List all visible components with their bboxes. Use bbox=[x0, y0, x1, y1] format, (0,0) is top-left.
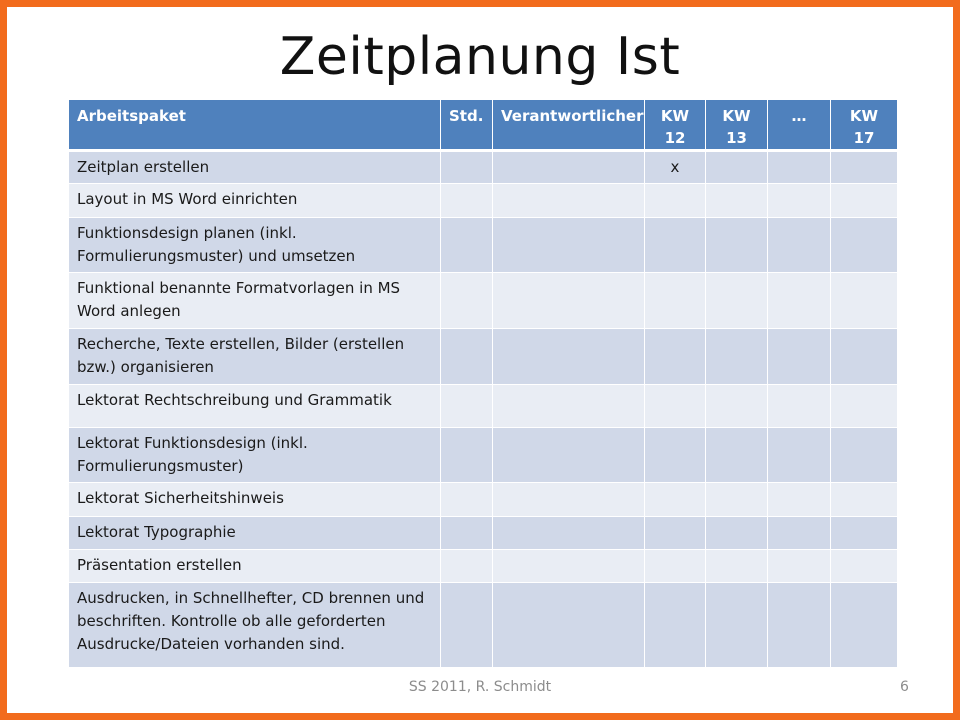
schedule-cell bbox=[645, 273, 706, 329]
schedule-cell bbox=[493, 151, 645, 184]
task-cell: Ausdrucken, in Schnellhefter, CD brennen und beschriften. Kontrolle ob alle geforderten Ausdrucke/Dateien vorhanden sind. bbox=[69, 583, 441, 668]
schedule-cell bbox=[645, 385, 706, 428]
task-cell: Funktional benannte Formatvorlagen in MS Word anlegen bbox=[69, 273, 441, 329]
schedule-cell bbox=[493, 218, 645, 273]
schedule-cell bbox=[706, 550, 768, 583]
schedule-cell bbox=[441, 218, 493, 273]
schedule-cell bbox=[768, 385, 831, 428]
schedule-cell bbox=[706, 151, 768, 184]
table-row bbox=[69, 184, 898, 218]
task-cell: Funktionsdesign planen (inkl. Formulierungsmuster) und umsetzen bbox=[69, 218, 441, 273]
schedule-cell bbox=[645, 428, 706, 483]
table-row bbox=[69, 583, 898, 668]
schedule-cell bbox=[768, 550, 831, 583]
schedule-cell bbox=[831, 184, 898, 218]
table-row bbox=[69, 151, 898, 184]
task-cell: Zeitplan erstellen bbox=[69, 151, 441, 184]
schedule-cell bbox=[831, 483, 898, 517]
schedule-cell bbox=[645, 483, 706, 517]
table-row bbox=[69, 550, 898, 583]
header-ellipsis: … bbox=[768, 100, 831, 151]
table-row bbox=[69, 218, 898, 273]
header-kw12: KW 12 bbox=[645, 100, 706, 151]
header-std: Std. bbox=[441, 100, 493, 151]
schedule-cell bbox=[493, 329, 645, 385]
schedule-cell bbox=[831, 583, 898, 668]
footer-text: SS 2011, R. Schmidt bbox=[408, 679, 552, 695]
schedule-cell bbox=[645, 583, 706, 668]
schedule-cell bbox=[831, 329, 898, 385]
header-arbeitspaket: Arbeitspaket bbox=[69, 100, 441, 151]
task-cell: Recherche, Texte erstellen, Bilder (erstellen bzw.) organisieren bbox=[69, 329, 441, 385]
schedule-cell bbox=[441, 428, 493, 483]
schedule-cell bbox=[645, 184, 706, 218]
schedule-cell bbox=[831, 517, 898, 550]
schedule-cell bbox=[768, 329, 831, 385]
schedule-cell bbox=[441, 151, 493, 184]
schedule-table bbox=[68, 99, 898, 668]
schedule-cell bbox=[441, 483, 493, 517]
schedule-cell bbox=[493, 483, 645, 517]
schedule-cell bbox=[706, 428, 768, 483]
schedule-cell bbox=[493, 428, 645, 483]
table-row bbox=[69, 273, 898, 329]
schedule-cell bbox=[768, 218, 831, 273]
schedule-cell bbox=[645, 517, 706, 550]
task-cell: Lektorat Funktionsdesign (inkl. Formulierungsmuster) bbox=[69, 428, 441, 483]
schedule-cell bbox=[493, 273, 645, 329]
schedule-cell bbox=[441, 583, 493, 668]
table-row bbox=[69, 483, 898, 517]
schedule-cell bbox=[831, 428, 898, 483]
schedule-cell bbox=[768, 517, 831, 550]
schedule-cell bbox=[706, 517, 768, 550]
schedule-cell bbox=[645, 550, 706, 583]
schedule-cell bbox=[706, 583, 768, 668]
schedule-cell bbox=[493, 583, 645, 668]
schedule-cell bbox=[768, 151, 831, 184]
task-cell: Lektorat Typographie bbox=[69, 517, 441, 550]
schedule-cell bbox=[706, 218, 768, 273]
table-row bbox=[69, 428, 898, 483]
schedule-cell bbox=[706, 273, 768, 329]
slide-title: Zeitplanung Ist bbox=[279, 27, 681, 87]
table-row bbox=[69, 517, 898, 550]
schedule-cell bbox=[645, 329, 706, 385]
schedule-cell bbox=[441, 550, 493, 583]
schedule-cell bbox=[706, 329, 768, 385]
table-header-row bbox=[69, 100, 898, 151]
schedule-cell bbox=[831, 385, 898, 428]
table-row bbox=[69, 385, 898, 428]
schedule-cell bbox=[493, 385, 645, 428]
page-number: 6 bbox=[900, 679, 909, 695]
task-cell: Lektorat Sicherheitshinweis bbox=[69, 483, 441, 517]
schedule-cell bbox=[441, 273, 493, 329]
schedule-cell bbox=[831, 151, 898, 184]
header-kw17: KW 17 bbox=[831, 100, 898, 151]
task-cell: Layout in MS Word einrichten bbox=[69, 184, 441, 218]
schedule-cell bbox=[831, 218, 898, 273]
header-kw13: KW 13 bbox=[706, 100, 768, 151]
schedule-cell bbox=[768, 184, 831, 218]
schedule-cell bbox=[493, 517, 645, 550]
header-verantwortlicher: Verantwortlicher bbox=[493, 100, 645, 151]
schedule-cell bbox=[768, 273, 831, 329]
schedule-cell: x bbox=[645, 151, 706, 184]
schedule-cell bbox=[831, 273, 898, 329]
schedule-cell bbox=[768, 583, 831, 668]
schedule-cell bbox=[831, 550, 898, 583]
schedule-cell bbox=[441, 329, 493, 385]
schedule-cell bbox=[493, 184, 645, 218]
schedule-cell bbox=[706, 184, 768, 218]
schedule-cell bbox=[493, 550, 645, 583]
schedule-cell bbox=[706, 483, 768, 517]
task-cell: Lektorat Rechtschreibung und Grammatik bbox=[69, 385, 441, 428]
schedule-cell bbox=[441, 385, 493, 428]
schedule-cell bbox=[706, 385, 768, 428]
schedule-cell bbox=[768, 483, 831, 517]
table-row bbox=[69, 329, 898, 385]
schedule-cell bbox=[441, 517, 493, 550]
schedule-cell bbox=[645, 218, 706, 273]
schedule-cell bbox=[768, 428, 831, 483]
task-cell: Präsentation erstellen bbox=[69, 550, 441, 583]
schedule-cell bbox=[441, 184, 493, 218]
